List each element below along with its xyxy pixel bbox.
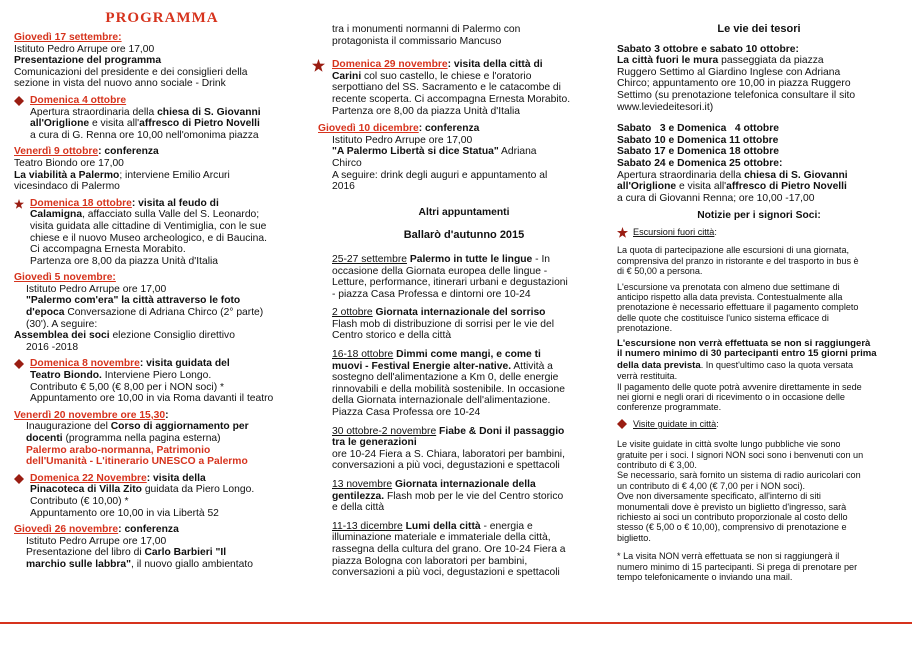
event-line: a cura di G. Renna ore 10,00 nell'omonima piazza — [30, 129, 259, 141]
event-line: passeggiata da piazza — [718, 55, 824, 67]
event-line: e visita all' — [676, 181, 727, 193]
appuntamento-line: conversazioni a più voci, degustazioni e spettacoli — [332, 460, 560, 472]
event-9-ottobre — [14, 146, 310, 192]
event-26-novembre — [14, 524, 310, 570]
note-line: monumentali dove è previsto un biglietto d'ingresso, sarà — [617, 501, 847, 512]
event-line: protagonista il commissario Mancuso — [332, 35, 502, 47]
note-line: La quota di partecipazione alle escursioni di una giornata, — [617, 245, 850, 256]
event-title: La viabilità a Palermo — [14, 169, 120, 181]
event-title: La città fuori le mura — [617, 55, 719, 67]
note-line: gratuite per i soci. I signori NON soci sono i benvenuti con un — [617, 449, 864, 460]
note-line: di € 50,00 a persona. — [617, 266, 703, 277]
visite-text — [617, 439, 901, 582]
appuntamento-date: 30 ottobre-2 novembre — [332, 425, 437, 437]
event-type: : visita al feudo di — [131, 197, 219, 209]
event-date: Sabato 3 ottobre e sabato 10 ottobre: — [617, 43, 799, 55]
appuntamento-title: Lumi della città — [402, 520, 481, 532]
event-date: Giovedì 26 novembre — [14, 524, 119, 536]
appuntamento-line: Flash mob per le vie del Centro storico — [384, 490, 564, 502]
event-line: Istituto Pedro Arrupe ore 17,00 — [332, 134, 473, 146]
event-highlight: Pinacoteca di Villa Zito — [30, 484, 142, 496]
event-line: (programma nella pagina esterna) — [62, 433, 221, 444]
event-20-novembre — [14, 410, 310, 468]
event-8-novembre — [14, 358, 310, 404]
diamond-icon — [617, 419, 627, 429]
event-date: Domenica 8 novembre — [30, 358, 140, 370]
appuntamento-line: Piazza Casa Professa ore 10-24 — [332, 407, 481, 419]
vie-dei-tesori-heading: Le vie dei tesori — [717, 23, 801, 35]
visite-title: Visite guidate in città — [633, 418, 717, 429]
appuntamento-13-novembre — [332, 479, 596, 514]
event-line: Contributo (€ 10,00) * — [30, 495, 129, 507]
event-date: Giovedì 17 settembre: — [14, 32, 122, 43]
event-title: d'epoca — [26, 307, 65, 319]
event-type: : visita guidata del — [139, 358, 230, 370]
event-22-novembre — [14, 473, 310, 519]
appuntamento-line: e della città — [332, 502, 385, 514]
note-line: L'escursione va prenotata con almeno due settimane di — [617, 281, 840, 292]
middle-column — [318, 0, 596, 584]
appuntamento-line: Attività a — [511, 360, 553, 372]
event-type: : visita della — [146, 472, 206, 484]
event-line: Apertura straordinaria della — [617, 169, 745, 181]
event-title: Presentazione del programma — [14, 55, 162, 67]
event-line: Presentazione del libro di — [26, 547, 145, 559]
appuntamento-title: Giornata internazionale della — [392, 479, 536, 490]
event-line: vicesindaco di Palermo — [14, 181, 120, 193]
event-line: Appuntamento ore 10,00 in via Roma davanti il teatro — [30, 393, 274, 405]
visite-section — [617, 419, 901, 429]
event-line: Inaugurazione del — [26, 421, 111, 433]
event-highlight: all'Origlione — [617, 181, 677, 193]
escursioni-section — [617, 227, 901, 237]
event-29-novembre — [312, 59, 596, 117]
event-5-novembre — [14, 272, 310, 353]
appuntamento-title: Giornata internazionale del sorriso — [372, 307, 546, 319]
appuntamento-date: 11-13 dicembre — [332, 520, 403, 532]
event-highlight: Calamigna — [30, 209, 83, 221]
event-line: Interviene Piero Longo. — [101, 370, 212, 382]
appuntamento-title: Fiabe & Doni il passaggio — [436, 425, 565, 437]
note-warning: della data prevista — [617, 359, 701, 371]
event-line: recente scoperta. Ci accompagna Ernesta Morabito. — [332, 93, 571, 105]
event-line: (30'). A seguire: — [26, 318, 98, 330]
note-line: prenotazione. — [617, 323, 673, 334]
event-date: Sabato 10 e Domenica 11 ottobre — [617, 134, 779, 146]
appuntamento-title: gentilezza. — [332, 490, 385, 502]
note-line: numero minimo di 15 partecipanti. Si prega di prenotare per — [617, 561, 858, 572]
appuntamento-line: illuminazione materiale e immateriale della città, — [332, 532, 551, 544]
event-date: Domenica 22 Novembre — [30, 472, 147, 484]
event-line: ; interviene Emilio Arcuri — [119, 169, 230, 181]
note-line: . In quest'ultimo caso la quota versata — [700, 359, 854, 370]
appuntamento-line: Centro storico e della città — [332, 330, 452, 342]
event-highlight: chiesa di S. Giovanni — [744, 169, 848, 181]
event-date: Domenica 4 ottobre — [30, 94, 127, 106]
continued-text — [332, 24, 596, 47]
escursioni-colon: : — [714, 226, 717, 237]
programma-column — [14, 0, 310, 576]
event-line: guidata da Piero Longo. — [141, 484, 255, 496]
vie-dei-tesori-passeggiata — [617, 44, 901, 114]
appuntamento-16-18-ottobre — [332, 349, 596, 419]
note-line: biglietto. — [617, 532, 651, 543]
event-line: Adriana — [498, 146, 537, 158]
note-line: contributo di € 3,00. — [617, 460, 697, 470]
event-title: "Palermo com'era" la città attraverso le foto — [26, 295, 241, 307]
appuntamento-25-27-settembre — [332, 254, 596, 300]
escursioni-text — [617, 245, 901, 412]
appuntamento-11-13-dicembre — [332, 521, 596, 579]
event-line: serpottiano del SS. Sacramento e le catacombe di — [332, 82, 561, 94]
appuntamento-30-ottobre — [332, 426, 596, 472]
star-icon — [14, 199, 24, 209]
event-line: Contributo € 5,00 (€ 8,00 per i NON soci) * — [30, 381, 225, 393]
event-line: , affacciato sulla Valle del S. Leonardo; — [82, 209, 260, 221]
course-title: Palermo arabo-normanna, Patrimonio — [26, 444, 211, 456]
course-title: dell'Umanità - L'itinerario UNESCO a Palermo — [26, 456, 248, 468]
appuntamento-title: muovi - Festival Energie alter-native. — [332, 360, 512, 372]
event-line: Ci accompagna Ernesta Morabito. — [30, 244, 186, 256]
event-highlight: chiesa di S. Giovanni — [157, 106, 261, 118]
appuntamento-date: 25-27 settembre — [332, 253, 407, 265]
appuntamento-title: Palermo in tutte le lingue — [406, 253, 533, 265]
escursioni-title: Escursioni fuori città — [633, 226, 715, 237]
event-line: Istituto Pedro Arrupe ore 17,00 — [26, 535, 167, 547]
programma-heading: PROGRAMMA — [105, 10, 219, 26]
vie-dei-tesori-aperture — [617, 123, 901, 204]
note-line: conferenze programmate. — [617, 402, 722, 413]
appuntamento-date: 16-18 ottobre — [332, 349, 394, 361]
note-line: prenotazione è necessario effettuare il pagamento completo — [617, 302, 859, 313]
event-date: Giovedì 5 novembre: — [14, 272, 116, 284]
website-text: www.leviedeitesori.it) — [617, 101, 714, 113]
diamond-icon — [14, 359, 24, 369]
appuntamento-date: 13 novembre — [332, 479, 393, 490]
note-line: tempo telefonicamente o inviando una mail. — [617, 572, 793, 583]
event-line: Ruggero Settimo al Giardino Inglese con Adriana — [617, 66, 841, 78]
right-column — [617, 0, 901, 582]
appuntamento-line: occasione della Giornata europea delle lingue - — [332, 265, 548, 277]
note-line: verrà restituita. — [617, 371, 678, 382]
event-date: Venerdì 9 ottobre — [14, 146, 99, 158]
event-title: Assemblea dei soci — [14, 330, 110, 342]
note-line: richiesto ai soci un contributo proporzionale al costo dello — [617, 512, 848, 523]
event-date: Sabato 24 e Domenica 25 ottobre: — [617, 157, 783, 169]
appuntamento-line: piazza Bologna con laboratori per bambini, — [332, 555, 528, 567]
note-line: * La visita NON verrà effettuata se non si raggiungerà il — [617, 551, 840, 562]
event-highlight: affresco di Pietro Novelli — [726, 181, 847, 193]
event-line: Settimo (su prenotazione telefonica consultare il sito — [617, 89, 856, 101]
note-line: Ove non diversamente specificato, all'interno di siti — [617, 491, 821, 502]
event-10-dicembre — [318, 123, 596, 193]
event-line: col suo castello, le chiese e l'oratorio — [361, 70, 532, 82]
event-line: Partenza ore 8,00 da piazza Unità d'Italia — [332, 105, 520, 117]
appuntamento-line: Flash mob di distribuzione di sorrisi per le vie del — [332, 318, 555, 330]
event-18-ottobre — [14, 198, 310, 268]
event-date: Sabato 3 e Domenica 4 ottobre — [617, 123, 779, 135]
event-type: : — [165, 409, 169, 421]
star-icon — [617, 227, 628, 238]
event-line: Conversazione di Adriana Chirco (2° parte) — [64, 307, 264, 319]
event-line: Istituto Pedro Arrupe ore 17,00 — [14, 43, 155, 55]
event-highlight: all'Origlione — [30, 118, 90, 130]
star-icon — [312, 59, 325, 72]
note-line: anticipo rispetto alla data prevista. Contestualmente alla — [617, 291, 843, 302]
appuntamento-title: tra le generazioni — [332, 437, 417, 449]
event-highlight: Teatro Biondo. — [30, 370, 102, 382]
altri-appuntamenti-heading: Altri appuntamenti — [418, 206, 510, 218]
event-date: Domenica 29 novembre — [332, 59, 448, 71]
event-line: visita guidata alle cittadine di Ventimiglia, con le sue — [30, 220, 267, 232]
event-type: : visita della città di — [447, 59, 543, 71]
event-line: Apertura straordinaria della — [30, 106, 158, 118]
appuntamento-2-ottobre — [332, 307, 596, 342]
bottom-divider — [0, 622, 912, 624]
appuntamento-line: - piazza Casa Professa e dintorni ore 10-24 — [332, 288, 531, 300]
appuntamento-line: Letture, performance, itinerari urbani e degustazioni — [332, 277, 568, 289]
event-highlight: affresco di Pietro Novelli — [139, 118, 260, 130]
event-line: Appuntamento ore 10,00 in via Libertà 52 — [30, 507, 219, 519]
notizie-colon: : — [817, 210, 821, 222]
event-line: Istituto Pedro Arrupe ore 17,00 — [26, 283, 167, 295]
event-highlight: Carini — [332, 70, 362, 82]
event-date: Domenica 18 ottobre — [30, 197, 132, 209]
note-warning: L'escursione non verrà effettuata se non si raggiungerà — [617, 337, 871, 349]
event-line: sezione in vista del nuovo anno sociale - Drink — [14, 78, 226, 90]
event-title: Corso di aggiornamento per — [110, 421, 249, 433]
note-line: comprensiva del pranzo in ristorante e del trasporto in bus è — [617, 255, 859, 266]
ballaro-heading: Ballarò d'autunno 2015 — [403, 229, 525, 242]
diamond-icon — [14, 474, 24, 484]
appuntamento-line: della Giornata internazionale dell'alimentazione. — [332, 395, 551, 407]
event-type: : conferenza — [98, 146, 159, 158]
event-title: Carlo Barbieri "Il — [144, 547, 227, 559]
event-line: chiese e il nuovo Museo archeologico, e di Baucina. — [30, 232, 267, 244]
event-line: elezione Consiglio direttivo — [109, 330, 235, 342]
diamond-icon — [14, 96, 24, 106]
event-title: docenti — [26, 433, 63, 444]
event-line: 2016 -2018 — [26, 341, 79, 353]
visite-colon: : — [716, 418, 719, 429]
event-line: Chirco — [332, 157, 362, 169]
note-warning: il numero minimo di 30 partecipanti entro 15 giorni prima — [617, 348, 877, 360]
event-type: : conferenza — [118, 524, 179, 536]
event-line: , il nuovo giallo ambientato — [131, 558, 253, 570]
event-4-ottobre — [14, 95, 310, 141]
appuntamento-line: ore 10-24 Fiera a S. Chiara, laboratori per bambini, — [332, 448, 565, 460]
event-line: a cura di Giovanni Renna; ore 10,00 -17,00 — [617, 192, 815, 204]
note-line: nei giorni e negli orari di ricevimento o in occasione delle — [617, 391, 845, 402]
event-line: Comunicazioni del presidente e dei consiglieri della — [14, 66, 248, 78]
event-date: Giovedì 10 dicembre — [318, 123, 419, 135]
event-title: marchio sulle labbra" — [26, 558, 132, 570]
event-title: "A Palermo Libertà si dice Statua" — [332, 146, 499, 158]
event-date: Sabato 17 e Domenica 18 ottobre — [617, 146, 779, 158]
appuntamento-title: Dimmi come mangi, e come ti — [393, 349, 541, 361]
event-line: Partenza ore 8,00 da piazza Unità d'Italia — [30, 255, 218, 267]
event-line: Chirco; appuntamento ore 10,00 in piazza Ruggero — [617, 78, 851, 90]
appuntamento-line: rinnovabili e della mobilità sostenibile. In occasione — [332, 383, 565, 395]
appuntamento-line: - In — [532, 253, 551, 265]
note-line: Il pagamento delle quote potrà avvenire direttamente in sede — [617, 381, 862, 392]
event-line: A seguire: drink degli auguri e appuntamento al — [332, 169, 548, 181]
appuntamento-date: 2 ottobre — [332, 307, 373, 319]
appuntamento-line: sostegno dell'alimentazione a Km 0, delle energie — [332, 372, 559, 384]
notizie-heading: Notizie per i signori Soci — [697, 210, 818, 222]
note-line: stesso (€ 5,00 o € 10,00), comprensivo di prenotazione e — [617, 522, 847, 533]
event-line: Teatro Biondo ore 17,00 — [14, 157, 124, 169]
event-type: : conferenza — [418, 123, 480, 135]
note-line: Le visite guidate in città svolte lungo pubbliche vie sono — [617, 439, 841, 450]
appuntamento-line: rassegna della cultura del grano. Ore 10-24 Fiera a — [332, 543, 566, 555]
event-line: 2016 — [332, 181, 355, 193]
note-line: delle quote che costituisce l'unico sistema efficace di — [617, 312, 829, 323]
note-line: un contributo di € 4,00 (€ 7,00 per i NON soci). — [617, 480, 806, 491]
event-17-settembre — [14, 32, 310, 90]
event-date: Venerdì 20 novembre ore 15,30 — [14, 409, 166, 421]
appuntamento-line: - energia e — [480, 520, 533, 532]
appuntamento-line: conversazioni a più voci, degustazioni e spettacoli — [332, 567, 560, 579]
note-line: Se necessario, sarà fornito un sistema di radio auricolari con — [617, 470, 861, 481]
event-line: e visita all' — [89, 118, 140, 130]
event-line: tra i monumenti normanni di Palermo con — [332, 24, 521, 35]
